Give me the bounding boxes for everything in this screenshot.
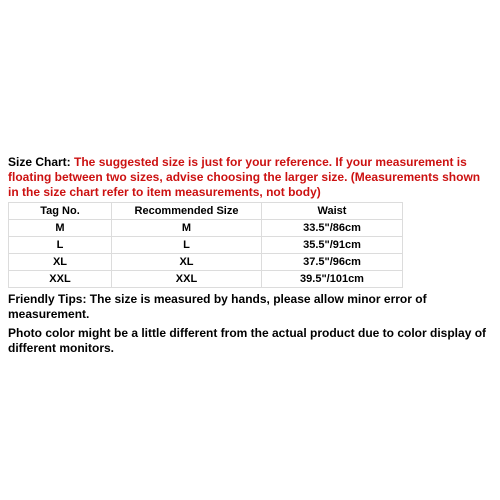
- tag-cell: XL: [9, 254, 112, 271]
- size-chart-note: [8, 155, 494, 200]
- recommended-size-cell: XXL: [112, 271, 262, 288]
- waist-cell: 35.5"/91cm: [262, 237, 403, 254]
- waist-cell: 39.5"/101cm: [262, 271, 403, 288]
- size-chart-reference-text: The suggested size is just for your reference. If your measurement is floating between two sizes, advise choosing the larger size. (Measurements shown in the size chart refer to item measurements, not body): [8, 155, 481, 199]
- header-waist: Waist: [262, 203, 403, 220]
- size-table: [8, 202, 403, 288]
- waist-cell: 33.5"/86cm: [262, 220, 403, 237]
- recommended-size-cell: XL: [112, 254, 262, 271]
- table-row: [9, 271, 403, 288]
- header-recommended-size: Recommended Size: [112, 203, 262, 220]
- table-row: [9, 237, 403, 254]
- waist-cell: 37.5"/96cm: [262, 254, 403, 271]
- size-chart-document: [8, 155, 494, 356]
- size-chart-label: Size Chart:: [8, 155, 71, 169]
- table-row: [9, 254, 403, 271]
- friendly-tips: Friendly Tips: The size is measured by hands, please allow minor error of measurement.: [8, 292, 427, 321]
- tag-cell: L: [9, 237, 112, 254]
- table-row: [9, 220, 403, 237]
- recommended-size-cell: M: [112, 220, 262, 237]
- tag-cell: M: [9, 220, 112, 237]
- header-tag-no: Tag No.: [9, 203, 112, 220]
- table-header-row: [9, 203, 403, 220]
- photo-color-note: Photo color might be a little different from the actual product due to color display of different monitors.: [8, 326, 487, 355]
- recommended-size-cell: L: [112, 237, 262, 254]
- tag-cell: XXL: [9, 271, 112, 288]
